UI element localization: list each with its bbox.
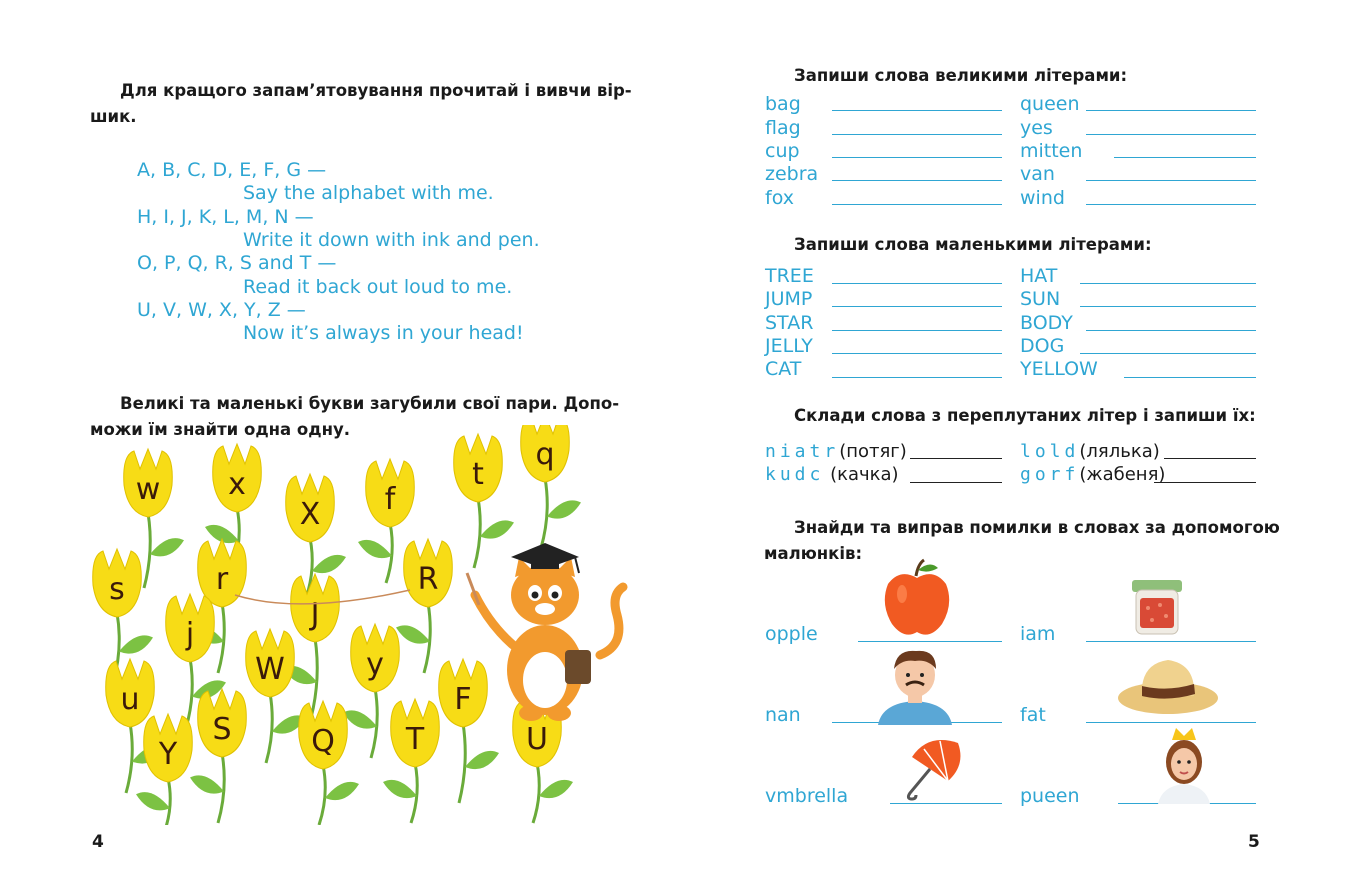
word-item: CAT xyxy=(765,358,802,380)
flower-letter: j xyxy=(185,617,195,652)
tulip-flower xyxy=(396,539,452,673)
cat-icon xyxy=(467,543,623,721)
page-number-right: 5 xyxy=(1248,832,1260,852)
tulip-leaf xyxy=(358,540,392,558)
flower-letter: s xyxy=(109,572,125,607)
tulip-leaf xyxy=(480,520,514,538)
answer-line[interactable] xyxy=(1154,482,1256,483)
tulip-leaf xyxy=(343,710,377,728)
tulip-leaf xyxy=(539,780,573,798)
poem-line: A, B, C, D, E, F, G — xyxy=(137,159,327,181)
tulip-stem xyxy=(266,693,272,763)
answer-line[interactable] xyxy=(1086,134,1256,135)
answer-line[interactable] xyxy=(832,134,1002,135)
word-item: flag xyxy=(765,117,801,139)
flower-letter: J xyxy=(310,597,320,632)
word-item: bag xyxy=(765,93,801,115)
answer-line[interactable] xyxy=(858,641,1002,642)
flower-letter: y xyxy=(366,647,384,682)
tulip-flower xyxy=(136,714,192,825)
tulip-flower xyxy=(439,659,499,803)
scrambled-letters: niatr xyxy=(765,441,840,462)
answer-line[interactable] xyxy=(832,180,1002,181)
scrambled-item xyxy=(765,440,907,463)
tulip-leaf xyxy=(547,500,581,518)
word-item: BODY xyxy=(1020,312,1073,334)
tulip-leaf xyxy=(136,792,170,810)
tulip-leaf xyxy=(383,780,417,798)
tulip-stem xyxy=(186,658,192,728)
tulip-flower xyxy=(521,425,581,548)
answer-line[interactable] xyxy=(1114,157,1256,158)
tulip-flower xyxy=(246,629,306,763)
answer-line[interactable] xyxy=(1086,180,1256,181)
tulip-stem xyxy=(144,513,150,588)
task-errors-title-line1: Знайди та виправ помилки в словах за допомогою xyxy=(794,518,1280,537)
word-item: JUMP xyxy=(765,288,813,310)
instruction-memorize-line1: Для кращого запам’ятовування прочитай і вивчи вір- xyxy=(120,81,632,100)
word-item: yes xyxy=(1020,117,1053,139)
scrambled-item xyxy=(765,463,899,486)
flower-letter: x xyxy=(228,467,246,502)
answer-line[interactable] xyxy=(910,458,1002,459)
answer-line[interactable] xyxy=(1086,330,1256,331)
flower-letter: R xyxy=(417,562,439,597)
tulip-leaf xyxy=(312,555,346,573)
right-page xyxy=(674,0,1348,889)
answer-line[interactable] xyxy=(832,157,1002,158)
flower-letter: Q xyxy=(311,724,335,759)
hat-icon xyxy=(1116,652,1220,718)
instruction-match-line2: можи їм знайти одна одну. xyxy=(90,420,351,439)
tulip-flower xyxy=(454,434,514,568)
flower-letter: F xyxy=(454,682,472,717)
poem-line: Write it down with ink and pen. xyxy=(243,229,540,251)
answer-line[interactable] xyxy=(1086,110,1256,111)
task-scrambled-title: Склади слова з переплутаних літер і запиши їх: xyxy=(794,406,1256,425)
instruction-memorize xyxy=(90,78,632,130)
instruction-memorize-line2: шик. xyxy=(90,107,137,126)
answer-line[interactable] xyxy=(910,482,1002,483)
answer-line[interactable] xyxy=(1080,283,1256,284)
poem-line: Now it’s always in your head! xyxy=(243,322,524,344)
error-word: opple xyxy=(765,623,818,645)
tulip-flower xyxy=(343,624,399,758)
man-icon xyxy=(878,645,952,725)
error-word: pueen xyxy=(1020,785,1080,807)
task-errors-title xyxy=(764,515,1280,567)
flower-letter: S xyxy=(212,712,232,747)
answer-line[interactable] xyxy=(890,803,1002,804)
queen-icon xyxy=(1156,722,1212,804)
word-item: van xyxy=(1020,163,1055,185)
answer-line[interactable] xyxy=(832,306,1002,307)
tulip-leaf xyxy=(119,635,153,653)
scrambled-item xyxy=(1020,440,1160,463)
flower-letter: q xyxy=(535,437,555,472)
tulip-stem xyxy=(459,723,465,803)
answer-line[interactable] xyxy=(832,204,1002,205)
word-item: JELLY xyxy=(765,335,813,357)
answer-line[interactable] xyxy=(1080,306,1256,307)
poem-line: U, V, W, X, Y, Z — xyxy=(137,299,306,321)
flower-letter: X xyxy=(299,497,321,532)
error-word: iam xyxy=(1020,623,1056,645)
scrambled-letters: gorf xyxy=(1020,464,1080,485)
poem-line: H, I, J, K, L, M, N — xyxy=(137,206,314,228)
scrambled-item xyxy=(1020,463,1165,486)
error-word: nan xyxy=(765,704,801,726)
flower-letter: f xyxy=(384,482,396,517)
flower-letter: W xyxy=(255,652,285,687)
word-item: wind xyxy=(1020,187,1065,209)
answer-line[interactable] xyxy=(832,353,1002,354)
translation: (качка) xyxy=(824,464,899,485)
poem-line: O, P, Q, R, S and T — xyxy=(137,252,337,274)
tulip-leaf xyxy=(150,538,184,556)
answer-line[interactable] xyxy=(832,330,1002,331)
word-item: queen xyxy=(1020,93,1080,115)
scrambled-letters: lold xyxy=(1020,441,1080,462)
tulip-leaf xyxy=(325,782,359,800)
answer-line[interactable] xyxy=(832,283,1002,284)
tulip-leaf xyxy=(465,751,499,769)
word-item: DOG xyxy=(1020,335,1065,357)
task-uppercase-title: Запиши слова великими літерами: xyxy=(794,66,1128,85)
scrambled-letters: kudc xyxy=(765,464,825,485)
tulip-letters-illustration xyxy=(0,425,674,825)
tulip-stem xyxy=(541,478,547,548)
poem-line: Read it back out loud to me. xyxy=(243,276,513,298)
answer-line[interactable] xyxy=(1124,377,1256,378)
task-lowercase-title: Запиши слова маленькими літерами: xyxy=(794,235,1152,254)
error-word: vmbrella xyxy=(765,785,849,807)
flower-letter: r xyxy=(215,562,229,597)
flower-letter: w xyxy=(135,472,161,507)
word-item: TREE xyxy=(765,265,814,287)
error-word: fat xyxy=(1020,704,1046,726)
word-item: HAT xyxy=(1020,265,1058,287)
flower-letter: t xyxy=(472,457,484,492)
word-item: mitten xyxy=(1020,140,1083,162)
tulip-flower xyxy=(383,699,439,823)
answer-line[interactable] xyxy=(1086,641,1256,642)
word-item: fox xyxy=(765,187,794,209)
tulip-stem xyxy=(126,723,132,793)
tulip-stem xyxy=(533,763,539,823)
word-item: cup xyxy=(765,140,800,162)
tulip-leaf xyxy=(190,775,224,793)
word-item: STAR xyxy=(765,312,814,334)
umbrella-icon xyxy=(900,735,970,803)
tulip-stem xyxy=(474,498,480,568)
answer-line[interactable] xyxy=(832,110,1002,111)
translation: (лялька) xyxy=(1079,441,1160,462)
flower-letter: Y xyxy=(158,737,178,772)
translation: (жабеня) xyxy=(1079,464,1166,485)
word-item: YELLOW xyxy=(1020,358,1098,380)
word-item: zebra xyxy=(765,163,819,185)
flower-letter: u xyxy=(120,682,140,717)
tulip-flower xyxy=(190,689,246,823)
tulip-stem xyxy=(164,778,170,825)
flower-letter: T xyxy=(405,722,425,757)
apple-icon xyxy=(882,558,952,640)
task-errors-title-line2: малюнків: xyxy=(764,544,863,563)
answer-line[interactable] xyxy=(1164,458,1256,459)
answer-line[interactable] xyxy=(832,377,1002,378)
page-number-left: 4 xyxy=(92,832,104,852)
tulip-leaf xyxy=(396,625,430,643)
instruction-match-line1: Великі та маленькі букви загубили свої пари. Допо- xyxy=(120,394,620,413)
poem-line: Say the alphabet with me. xyxy=(243,182,494,204)
flower-letter: U xyxy=(526,722,548,757)
answer-line[interactable] xyxy=(1086,204,1256,205)
answer-line[interactable] xyxy=(1080,353,1256,354)
tulip-stem xyxy=(319,765,325,825)
jam-jar-icon xyxy=(1128,578,1186,638)
translation: (потяг) xyxy=(839,441,907,462)
word-item: SUN xyxy=(1020,288,1061,310)
